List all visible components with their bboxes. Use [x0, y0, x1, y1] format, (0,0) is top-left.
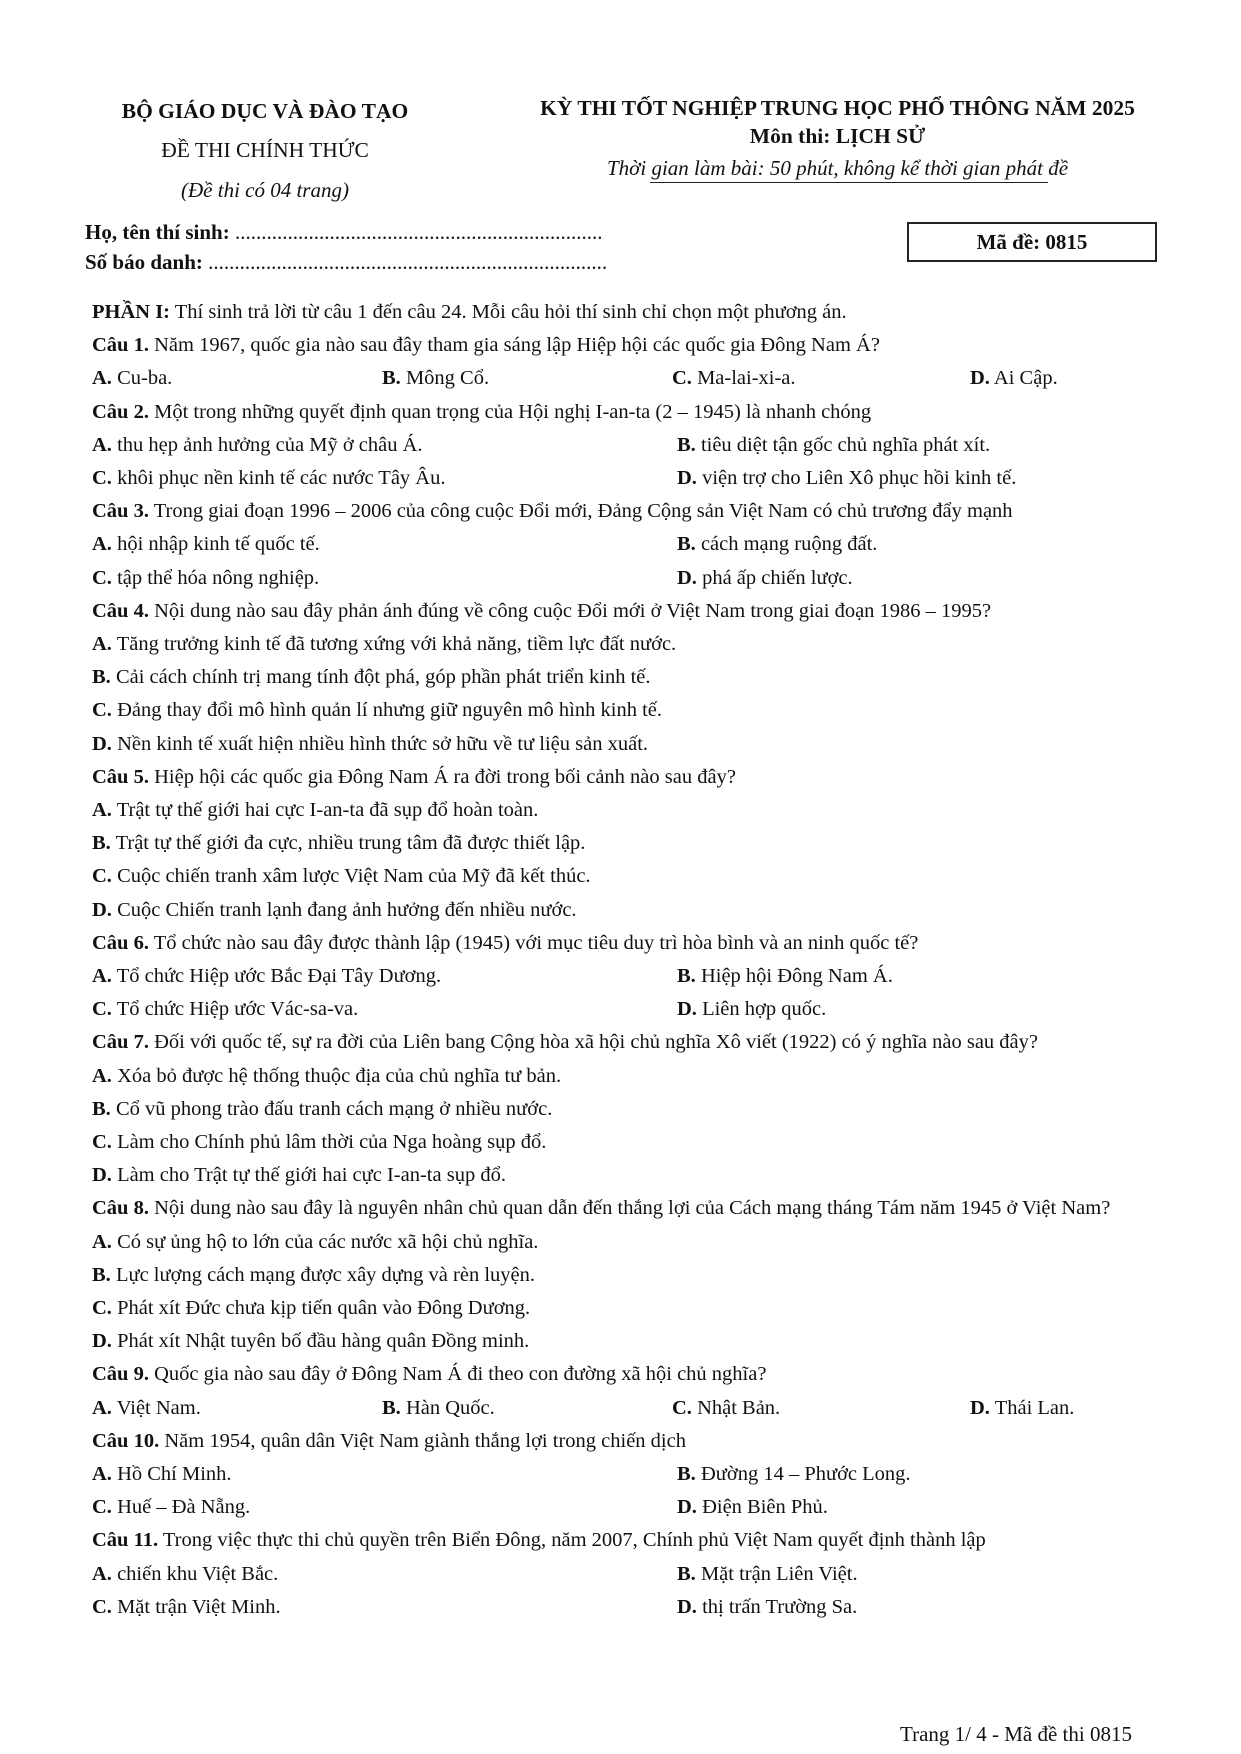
- question-text: Hiệp hội các quốc gia Đông Nam Á ra đời trong bối cảnh nào sau đây?: [148, 765, 736, 788]
- option-letter: C.: [92, 998, 112, 1021]
- exam-subject: Môn thi: LỊCH SỬ: [749, 124, 926, 148]
- option-text: Lực lượng cách mạng được xây dựng và rèn luyện.: [110, 1263, 535, 1286]
- option-text: Cuộc Chiến tranh lạnh đang ảnh hưởng đến nhiều nước.: [111, 898, 577, 921]
- answer-option[interactable]: [92, 899, 577, 921]
- option-letter: B.: [677, 533, 696, 556]
- answer-option[interactable]: [92, 429, 423, 462]
- option-letter: A.: [92, 799, 112, 821]
- option-letter: B.: [92, 1097, 111, 1120]
- exam-title: KỲ THI TỐT NGHIỆP TRUNG HỌC PHỔ THÔNG NĂM 2025: [540, 96, 1135, 120]
- option-text: thị trấn Trường Sa.: [696, 1595, 858, 1618]
- option-row: [92, 860, 1172, 893]
- answer-option[interactable]: [92, 1297, 530, 1319]
- answer-option[interactable]: [92, 1458, 232, 1491]
- answer-option[interactable]: [92, 1065, 561, 1087]
- option-text: phá ấp chiến lược.: [696, 566, 853, 589]
- option-row: [92, 1159, 1172, 1192]
- option-grid: [92, 1558, 1172, 1624]
- option-text: Huế – Đà Nẵng.: [111, 1496, 251, 1519]
- candidate-name-label: Họ, tên thí sinh:: [85, 220, 230, 244]
- title-underline: [650, 182, 1048, 183]
- option-text: cách mạng ruộng đất.: [695, 533, 878, 556]
- option-letter: D.: [677, 998, 697, 1021]
- option-row: [92, 694, 1172, 727]
- option-letter: D.: [92, 1330, 112, 1353]
- answer-option[interactable]: [677, 429, 990, 462]
- option-letter: D.: [92, 898, 112, 921]
- option-letter: C.: [92, 466, 112, 489]
- option-text: thu hẹp ảnh hưởng của Mỹ ở châu Á.: [111, 433, 423, 456]
- question-text: Tổ chức nào sau đây được thành lập (1945) với mục tiêu duy trì hòa bình và an ninh quốc tế?: [148, 931, 919, 954]
- answer-option[interactable]: [382, 1392, 495, 1425]
- answer-option[interactable]: [92, 799, 538, 821]
- option-letter: D.: [677, 1595, 697, 1618]
- question-stem: [92, 329, 1172, 362]
- option-row: [92, 628, 1172, 661]
- option-row: [92, 661, 1172, 694]
- answer-option[interactable]: [92, 1164, 506, 1186]
- part-label: PHẦN I:: [92, 301, 171, 323]
- option-letter: C.: [672, 1396, 692, 1419]
- answer-option[interactable]: [970, 1392, 1074, 1425]
- option-text: Hiệp hội Đông Nam Á.: [695, 965, 893, 988]
- answer-option[interactable]: [92, 633, 676, 655]
- answer-option[interactable]: [92, 960, 441, 993]
- option-grid: [92, 960, 1172, 1026]
- question-stem: [92, 1026, 1172, 1059]
- question-text: Nội dung nào sau đây là nguyên nhân chủ quan dẫn đến thắng lợi của Cách mạng tháng Tám năm 1945 ở Việt Nam?: [148, 1197, 1111, 1220]
- option-letter: B.: [677, 1463, 696, 1486]
- option-text: Nền kinh tế xuất hiện nhiều hình thức sở hữu về tư liệu sản xuất.: [111, 732, 649, 755]
- option-row: [92, 1226, 1172, 1259]
- option-letter: C.: [92, 566, 112, 589]
- option-grid: [92, 362, 1172, 395]
- option-row: [92, 728, 1172, 761]
- candidate-id-label: Số báo danh:: [85, 250, 203, 274]
- answer-option[interactable]: [92, 562, 319, 595]
- answer-option[interactable]: [92, 528, 320, 561]
- question-list: [92, 329, 1172, 1624]
- answer-option[interactable]: [92, 733, 648, 755]
- option-row: [92, 827, 1172, 860]
- answer-option[interactable]: [92, 865, 591, 887]
- question-text: Trong việc thực thi chủ quyền trên Biển Đông, năm 2007, Chính phủ Việt Nam quyết định thành lập: [158, 1529, 986, 1552]
- question-number: Câu 8.: [92, 1197, 149, 1220]
- option-letter: A.: [92, 1230, 112, 1253]
- option-text: Làm cho Trật tự thế giới hai cực I-an-ta sụp đổ.: [111, 1164, 506, 1187]
- answer-option[interactable]: [92, 666, 651, 688]
- exam-code-box: Mã đề: 0815: [907, 222, 1157, 262]
- option-text: Phát xít Nhật tuyên bố đầu hàng quân Đồng minh.: [111, 1330, 530, 1353]
- question-stem: [92, 761, 1172, 794]
- option-letter: A.: [92, 433, 112, 456]
- answer-option[interactable]: [92, 832, 585, 854]
- answer-option[interactable]: [677, 462, 1016, 495]
- option-text: Ai Cập.: [989, 367, 1058, 390]
- part-text: Thí sinh trả lời từ câu 1 đến câu 24. Mỗi câu hỏi thí sinh chỉ chọn một phương án.: [170, 301, 847, 323]
- option-row: [92, 1325, 1172, 1358]
- option-row: [92, 1093, 1172, 1126]
- option-letter: A.: [92, 1463, 112, 1486]
- answer-option[interactable]: [92, 1264, 535, 1286]
- question-stem: [92, 1524, 1172, 1557]
- answer-option[interactable]: [677, 993, 826, 1026]
- option-letter: C.: [92, 1131, 112, 1154]
- option-letter: A.: [92, 632, 112, 655]
- answer-option[interactable]: [677, 1558, 858, 1591]
- option-text: khôi phục nền kinh tế các nước Tây Âu.: [111, 466, 446, 489]
- option-text: Hàn Quốc.: [400, 1396, 495, 1419]
- question-number: Câu 10.: [92, 1429, 160, 1452]
- answer-option[interactable]: [92, 1330, 529, 1352]
- question-number: Câu 11.: [92, 1529, 159, 1552]
- option-letter: B.: [92, 1263, 111, 1286]
- answer-option[interactable]: [92, 1558, 278, 1591]
- answer-option[interactable]: [672, 362, 796, 395]
- option-letter: D.: [677, 1496, 697, 1519]
- option-letter: B.: [677, 1562, 696, 1585]
- option-letter: B.: [382, 1396, 401, 1419]
- answer-option[interactable]: [92, 1392, 201, 1425]
- option-letter: D.: [92, 1164, 112, 1187]
- question-stem: [92, 1358, 1172, 1391]
- answer-option[interactable]: [92, 1098, 552, 1120]
- option-text: Trật tự thế giới hai cực I-an-ta đã sụp đổ hoàn toàn.: [111, 799, 539, 821]
- answer-option[interactable]: [677, 960, 893, 993]
- question-text: Nội dung nào sau đây phản ánh đúng về công cuộc Đổi mới ở Việt Nam trong giai đoạn 1986 – 1995?: [148, 599, 992, 622]
- option-letter: C.: [672, 367, 692, 390]
- option-row: [92, 894, 1172, 927]
- option-letter: A.: [92, 1396, 112, 1419]
- answer-option[interactable]: [677, 1491, 828, 1524]
- option-letter: B.: [92, 832, 111, 855]
- candidate-name-dots: ......................................................................: [234, 220, 603, 244]
- question-stem: [92, 396, 1172, 429]
- question-stem: [92, 1425, 1172, 1458]
- option-text: Cổ vũ phong trào đấu tranh cách mạng ở nhiều nước.: [110, 1097, 553, 1120]
- answer-option[interactable]: [677, 562, 853, 595]
- option-text: Hồ Chí Minh.: [111, 1463, 232, 1486]
- option-row: [92, 1060, 1172, 1093]
- question-number: Câu 5.: [92, 765, 149, 788]
- question-text: Trong giai đoạn 1996 – 2006 của công cuộc Đổi mới, Đảng Cộng sản Việt Nam có chủ trương đẩy mạnh: [148, 500, 1013, 523]
- option-text: Tổ chức Hiệp ước Bắc Đại Tây Dương.: [111, 965, 442, 988]
- option-text: Thái Lan.: [989, 1396, 1075, 1419]
- option-letter: C.: [92, 865, 112, 888]
- option-letter: A.: [92, 1064, 112, 1087]
- answer-option[interactable]: [677, 1591, 857, 1624]
- option-text: Đảng thay đổi mô hình quản lí nhưng giữ nguyên mô hình kinh tế.: [111, 699, 662, 722]
- option-text: Việt Nam.: [111, 1396, 201, 1419]
- option-text: tập thể hóa nông nghiệp.: [111, 566, 320, 589]
- question-stem: [92, 927, 1172, 960]
- question-number: Câu 4.: [92, 599, 149, 622]
- answer-option[interactable]: [677, 528, 877, 561]
- option-letter: C.: [92, 1595, 112, 1618]
- option-text: Mặt trận Liên Việt.: [695, 1562, 858, 1585]
- option-letter: C.: [92, 1297, 112, 1320]
- answer-option[interactable]: [92, 1131, 546, 1153]
- option-letter: D.: [92, 732, 112, 755]
- question-stem: [92, 1192, 1172, 1225]
- option-text: viện trợ cho Liên Xô phục hồi kinh tế.: [696, 466, 1017, 489]
- part-heading: [92, 296, 1172, 329]
- option-letter: D.: [970, 367, 990, 390]
- option-letter: D.: [970, 1396, 990, 1419]
- option-text: Xóa bỏ được hệ thống thuộc địa của chủ nghĩa tư bản.: [111, 1064, 562, 1087]
- option-grid: [92, 1458, 1172, 1524]
- question-text: Quốc gia nào sau đây ở Đông Nam Á đi theo con đường xã hội chủ nghĩa?: [148, 1363, 767, 1386]
- option-text: hội nhập kinh tế quốc tế.: [111, 533, 320, 556]
- official-exam-label: ĐỀ THI CHÍNH THỨC: [161, 138, 369, 162]
- option-grid: [92, 1392, 1172, 1425]
- option-letter: B.: [677, 433, 696, 456]
- option-text: Cu-ba.: [111, 367, 173, 390]
- option-row: [92, 794, 1172, 827]
- option-grid: [92, 429, 1172, 495]
- option-letter: A.: [92, 1562, 112, 1585]
- exam-content: [92, 296, 1172, 1624]
- question-text: Một trong những quyết định quan trọng của Hội nghị I-an-ta (2 – 1945) là nhanh chóng: [148, 400, 872, 423]
- question-number: Câu 7.: [92, 1031, 149, 1054]
- question-text: Đối với quốc tế, sự ra đời của Liên bang Cộng hòa xã hội chủ nghĩa Xô viết (1922) có ý nghĩa nào sau đây?: [148, 1031, 1038, 1054]
- option-text: Làm cho Chính phủ lâm thời của Nga hoàng sụp đổ.: [111, 1131, 547, 1154]
- option-row: [92, 1292, 1172, 1325]
- option-text: Cải cách chính trị mang tính đột phá, góp phần phát triển kinh tế.: [110, 666, 651, 689]
- option-text: Có sự ủng hộ to lớn của các nước xã hội chủ nghĩa.: [111, 1230, 539, 1253]
- option-letter: B.: [677, 965, 696, 988]
- option-letter: D.: [677, 566, 697, 589]
- option-letter: D.: [677, 466, 697, 489]
- page-footer: Trang 1/ 4 - Mã đề thi 0815: [900, 1722, 1132, 1746]
- candidate-name-row: [85, 220, 602, 245]
- option-text: Nhật Bản.: [691, 1396, 781, 1419]
- answer-option[interactable]: [92, 462, 445, 495]
- answer-option[interactable]: [92, 1491, 250, 1524]
- option-text: Tổ chức Hiệp ước Vác-sa-va.: [111, 998, 359, 1021]
- answer-option[interactable]: [92, 1231, 538, 1253]
- option-row: [92, 1259, 1172, 1292]
- option-text: Tăng trưởng kinh tế đã tương xứng với khả năng, tiềm lực đất nước.: [111, 632, 677, 655]
- answer-option[interactable]: [92, 699, 662, 721]
- option-grid: [92, 528, 1172, 594]
- option-letter: A.: [92, 367, 112, 390]
- question-number: Câu 1.: [92, 334, 149, 357]
- answer-option[interactable]: [382, 362, 489, 395]
- option-text: Phát xít Đức chưa kịp tiến quân vào Đông Dương.: [111, 1297, 531, 1320]
- question-number: Câu 3.: [92, 500, 149, 523]
- question-text: Năm 1954, quân dân Việt Nam giành thắng lợi trong chiến dịch: [159, 1429, 686, 1452]
- option-letter: A.: [92, 533, 112, 556]
- pages-note: (Đề thi có 04 trang): [181, 178, 349, 202]
- candidate-id-row: [85, 250, 607, 275]
- option-text: Ma-lai-xi-a.: [691, 367, 796, 390]
- option-letter: B.: [92, 666, 111, 689]
- option-letter: C.: [92, 1496, 112, 1519]
- answer-option[interactable]: [92, 362, 172, 395]
- ministry-name: BỘ GIÁO DỤC VÀ ĐÀO TẠO: [121, 99, 409, 123]
- option-text: Mông Cổ.: [400, 367, 490, 390]
- question-number: Câu 9.: [92, 1363, 149, 1386]
- question-text: Năm 1967, quốc gia nào sau đây tham gia sáng lập Hiệp hội các quốc gia Đông Nam Á?: [148, 334, 880, 357]
- exam-time-note: Thời gian làm bài: 50 phút, không kể thời gian phát đề: [606, 156, 1069, 180]
- option-text: Trật tự thế giới đa cực, nhiều trung tâm đã được thiết lập.: [110, 832, 586, 855]
- option-text: Cuộc chiến tranh xâm lược Việt Nam của Mỹ đã kết thúc.: [111, 865, 591, 888]
- option-text: chiến khu Việt Bắc.: [111, 1562, 279, 1585]
- option-letter: C.: [92, 699, 112, 722]
- option-row: [92, 1126, 1172, 1159]
- question-stem: [92, 595, 1172, 628]
- option-text: Liên hợp quốc.: [696, 998, 827, 1021]
- candidate-id-dots: ............................................................................: [208, 250, 608, 274]
- answer-option[interactable]: [92, 1591, 281, 1624]
- question-number: Câu 2.: [92, 400, 149, 423]
- question-stem: [92, 495, 1172, 528]
- option-text: Mặt trận Việt Minh.: [111, 1595, 281, 1618]
- option-text: tiêu diệt tận gốc chủ nghĩa phát xít.: [695, 433, 991, 456]
- answer-option[interactable]: [677, 1458, 911, 1491]
- option-text: Điện Biên Phủ.: [696, 1496, 828, 1519]
- answer-option[interactable]: [92, 993, 358, 1026]
- option-letter: A.: [92, 965, 112, 988]
- answer-option[interactable]: [970, 362, 1058, 395]
- answer-option[interactable]: [672, 1392, 780, 1425]
- question-number: Câu 6.: [92, 931, 149, 954]
- option-letter: B.: [382, 367, 401, 390]
- option-text: Đường 14 – Phước Long.: [695, 1463, 911, 1486]
